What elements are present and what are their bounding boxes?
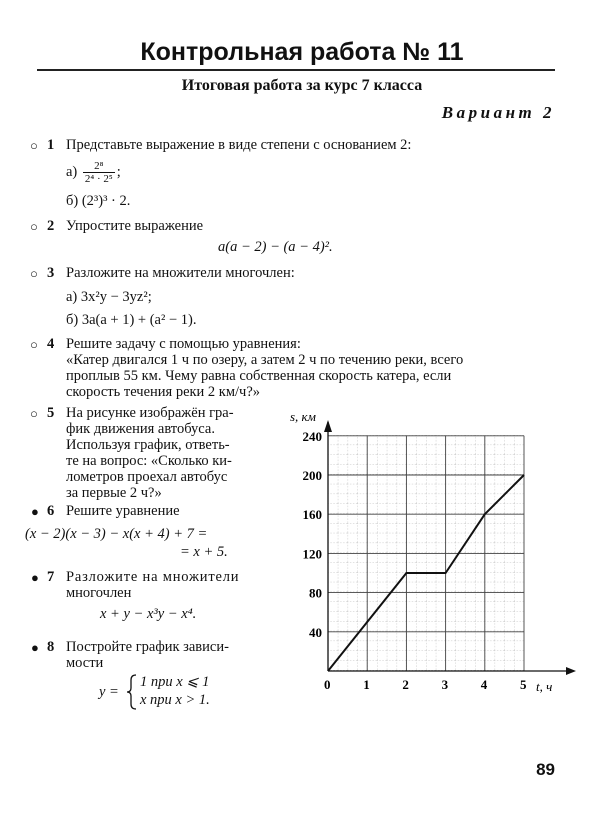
task-8-case2: x при x > 1. [140, 692, 210, 708]
page-title: Контрольная работа № 11 [140, 38, 464, 66]
x-tick-label: 0 [324, 677, 331, 692]
task-8-brace [126, 674, 138, 710]
advanced-level-marker: ● [31, 640, 39, 655]
task-3-a: а) 3x²y − 3yz²; [66, 289, 152, 305]
page-subtitle: Итоговая работа за курс 7 класса [181, 77, 423, 94]
task-8-line2: мости [66, 655, 104, 671]
task-1-a-tail: ; [116, 164, 121, 180]
bus-motion-chart [280, 400, 580, 710]
task-2-number: 2 [47, 218, 55, 234]
task-8-lhs: y = [99, 684, 119, 700]
basic-level-marker: ○ [30, 138, 38, 153]
task-5-line: лометров проехал автобус [66, 469, 228, 485]
task-1-a-label: а) [66, 164, 78, 180]
task-5-line: за первые 2 ч?» [66, 485, 162, 501]
x-axis-label: t, ч [536, 679, 553, 694]
task-1-b: б) (2³)³ · 2. [66, 193, 131, 209]
x-tick-label: 4 [480, 677, 488, 692]
y-tick-label: 160 [302, 507, 322, 523]
task-4-line: «Катер двигался 1 ч по озеру, а затем 2 ч по течению реки, всего [66, 352, 464, 368]
y-axis-label: s, км [290, 409, 316, 424]
x-axis-arrow [566, 667, 576, 675]
task-4-line: проплыв 55 км. Чему равна собственная скорость катера, если [66, 368, 452, 384]
task-3-number: 3 [47, 265, 55, 281]
task-3-b: б) 3a(a + 1) + (a² − 1). [66, 312, 197, 328]
task-4-number: 4 [47, 336, 55, 352]
basic-level-marker: ○ [30, 406, 38, 421]
task-1-a-fraction [83, 160, 115, 185]
basic-level-marker: ○ [30, 266, 38, 281]
task-2-text: Упростите выражение [66, 218, 204, 234]
task-8-case1: 1 при x ⩽ 1 [140, 674, 210, 690]
task-5-line: На рисунке изображён гра- [66, 405, 234, 421]
task-8-line1: Постройте график зависи- [66, 639, 229, 655]
task-1-number: 1 [47, 137, 55, 153]
basic-level-marker: ○ [30, 337, 38, 352]
task-5-line: фик движения автобуса. [66, 421, 215, 437]
task-6-equation-line2: = x + 5. [180, 544, 228, 560]
y-axis-arrow [324, 420, 332, 432]
task-6-equation-line1: (x − 2)(x − 3) − x(x + 4) + 7 = [25, 526, 208, 542]
task-6-text: Решите уравнение [66, 503, 180, 519]
task-5-number: 5 [47, 405, 55, 421]
task-4-line: скорость течения реки 2 км/ч?» [66, 384, 261, 400]
variant-label: Вариант 2 [441, 103, 555, 122]
y-tick-label: 80 [309, 585, 322, 601]
task-1-a-numerator: 2⁸ [83, 160, 115, 173]
x-tick-label: 2 [402, 677, 409, 692]
task-1-text: Представьте выражение в виде степени с основанием 2: [66, 137, 412, 153]
title-rule [37, 69, 555, 71]
x-tick-label: 5 [520, 677, 527, 692]
x-tick-label: 1 [363, 677, 370, 692]
task-1-a [66, 160, 121, 185]
task-8-number: 8 [47, 639, 55, 655]
task-5-line: те на вопрос: «Сколько ки- [66, 453, 232, 469]
task-6-number: 6 [47, 503, 55, 519]
advanced-level-marker: ● [31, 570, 39, 585]
task-5-line: Используя график, ответь- [66, 437, 230, 453]
task-7-number: 7 [47, 569, 55, 585]
x-tick-label: 3 [441, 677, 449, 692]
y-tick-label: 40 [309, 624, 322, 640]
task-1-a-denominator: 2⁴ · 2⁵ [84, 173, 113, 186]
task-3-text: Разложите на множители многочлен: [66, 265, 295, 281]
task-2-expression: a(a − 2) − (a − 4)². [218, 239, 333, 255]
task-4-line: Решите задачу с помощью уравнения: [66, 336, 301, 352]
page-number: 89 [536, 760, 555, 779]
task-7-expression: x + y − x³y − x⁴. [100, 606, 197, 622]
task-7-line2: многочлен [66, 585, 132, 601]
advanced-level-marker: ● [31, 504, 39, 519]
basic-level-marker: ○ [30, 219, 38, 234]
y-tick-label: 200 [302, 468, 322, 483]
y-tick-label: 240 [302, 428, 322, 444]
y-tick-label: 120 [302, 546, 322, 562]
task-7-line1: Разложите на множители [66, 569, 240, 585]
